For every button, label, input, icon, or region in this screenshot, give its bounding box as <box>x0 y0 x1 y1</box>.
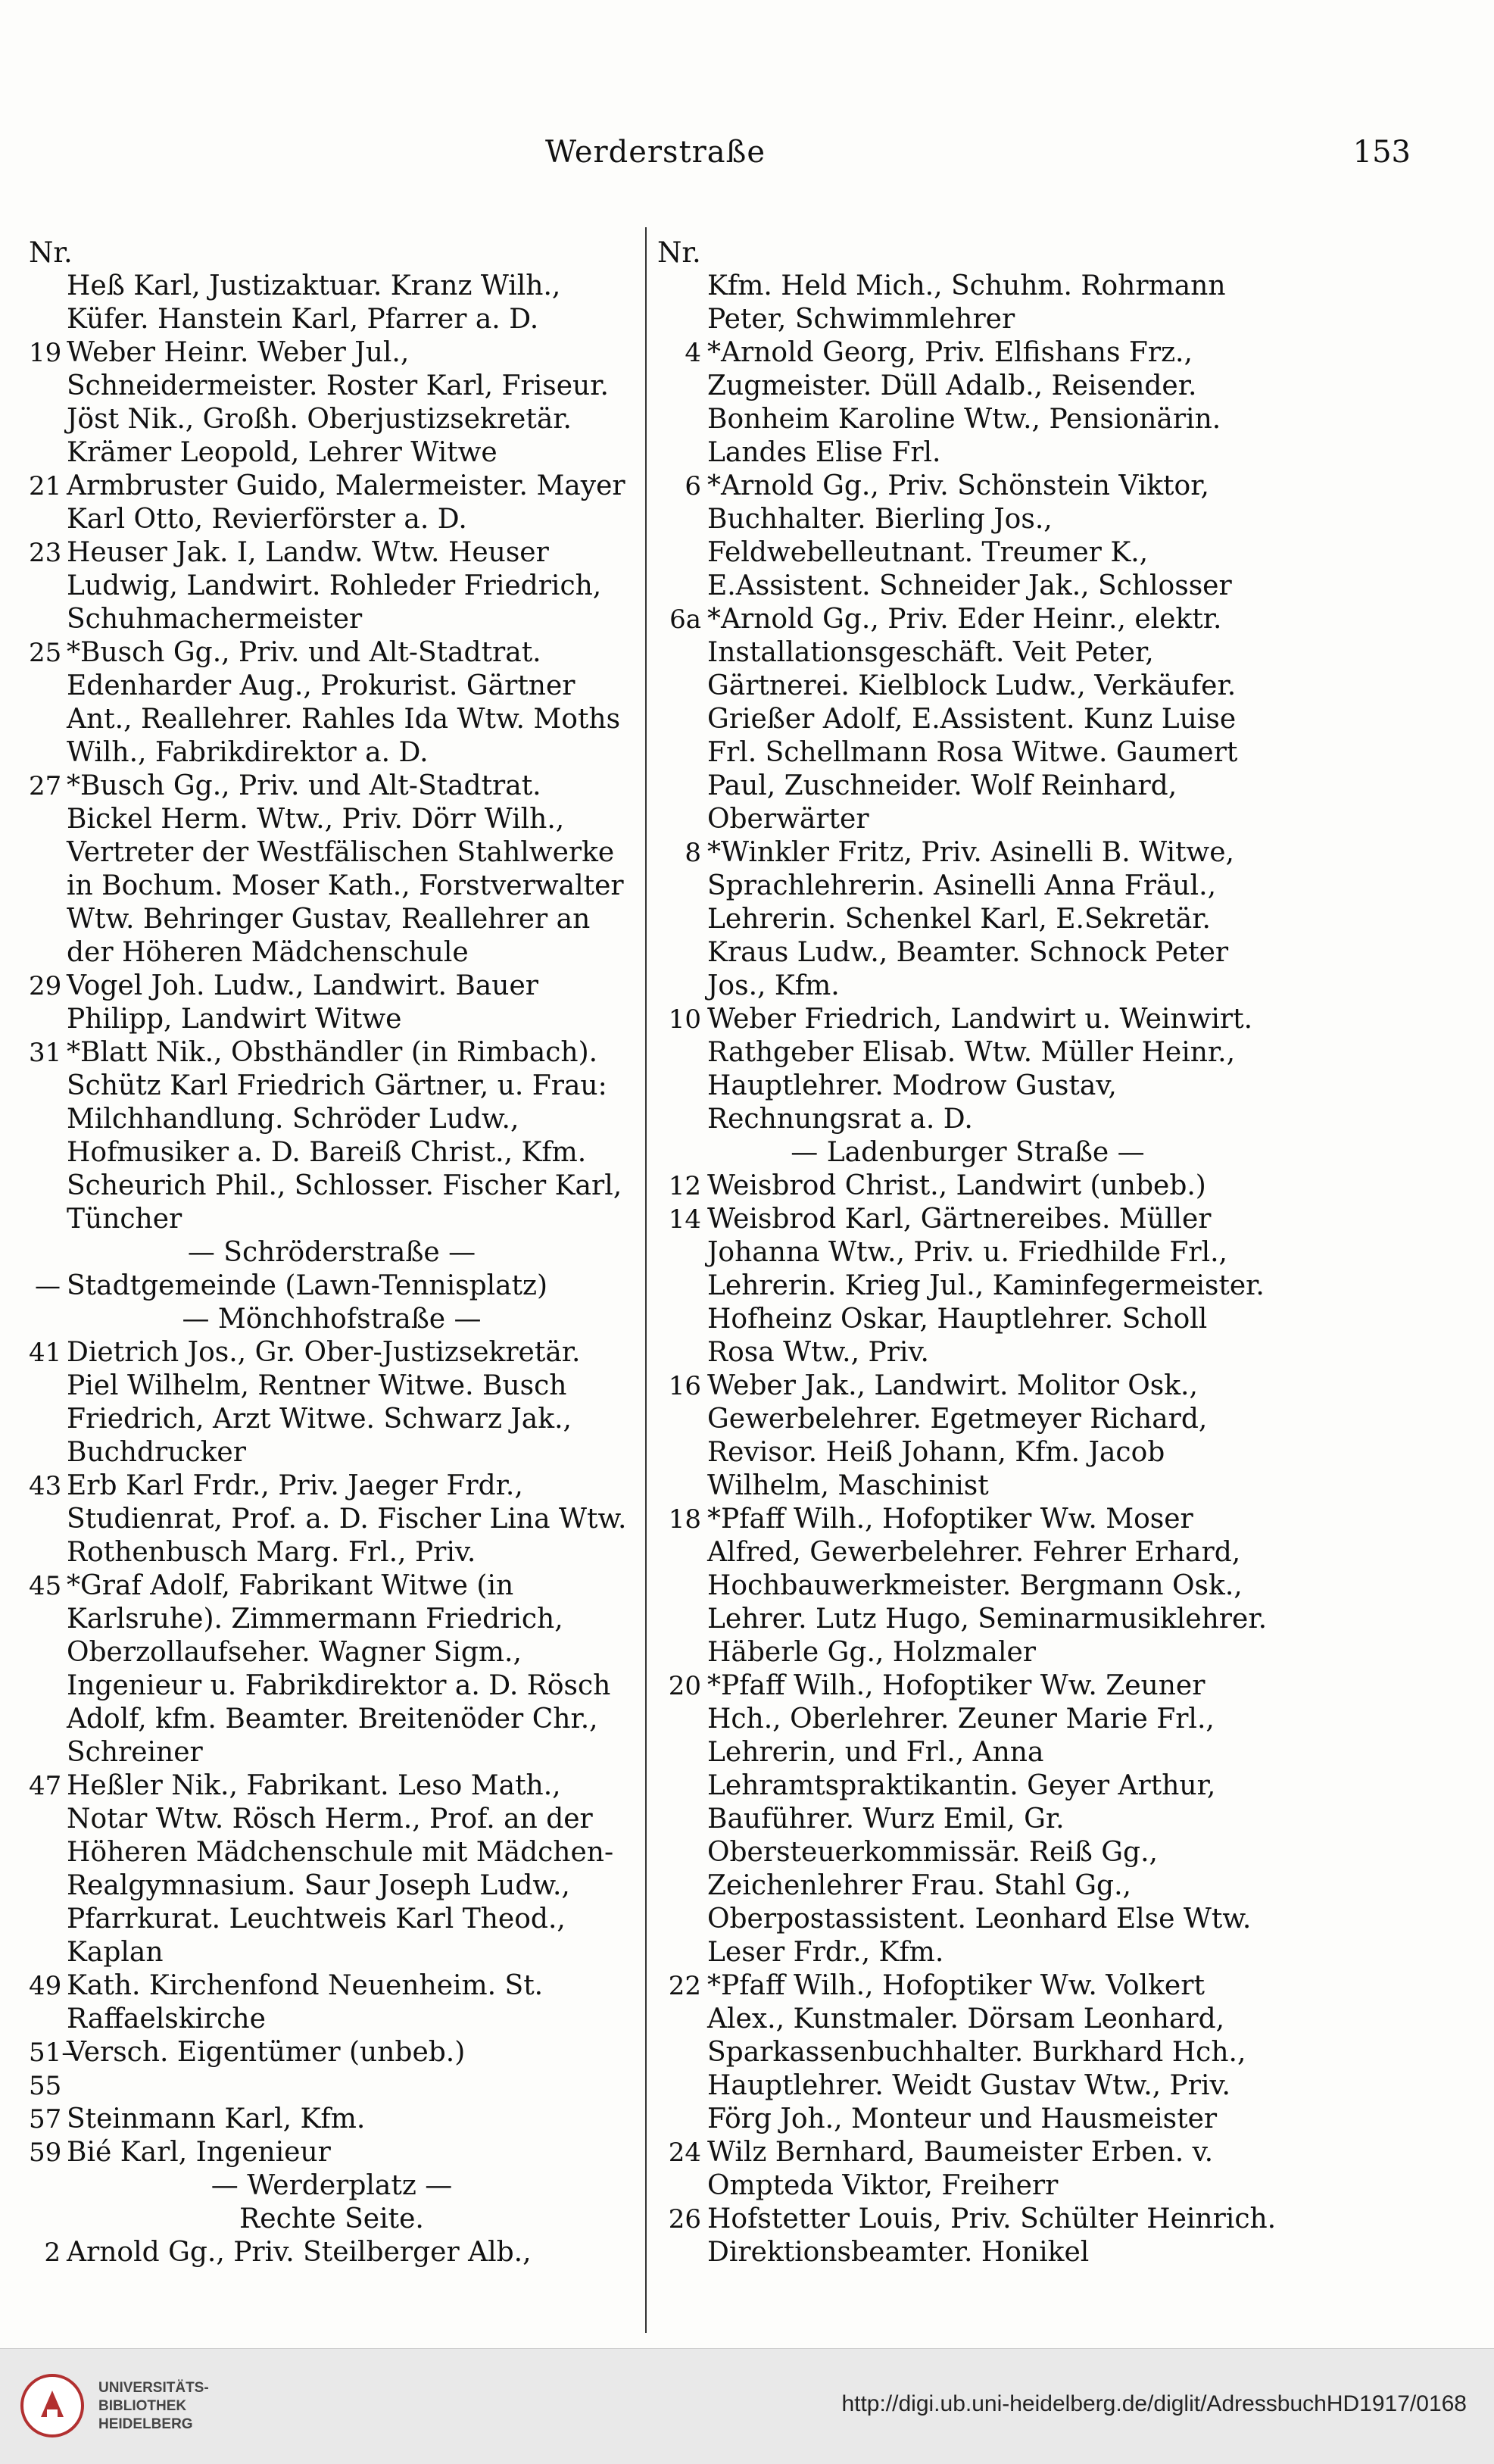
address-entry <box>657 1369 1278 1503</box>
address-entry <box>29 770 635 970</box>
nr-label: Nr. <box>29 236 73 269</box>
house-number: 23 <box>29 538 62 568</box>
right-column <box>657 236 1285 2269</box>
house-number: 29 <box>29 971 62 1001</box>
resident-list: Vogel Joh. Ludw., Landwirt. Bauer Philipp, Landwirt Witwe <box>67 970 547 1035</box>
resident-list: *Pfaff Wilh., Hofoptiker Ww. Moser Alfred, Gewerbelehrer. Fehrer Erhard, Hochbauwerkmeister. Bergmann Osk., Lehrer. Lutz Hugo, Seminarmusiklehrer. Häberle Gg., Holzmaler <box>707 1504 1276 1668</box>
address-entry <box>657 1969 1278 2136</box>
address-entry <box>657 1170 1278 1203</box>
resident-list: Weber Heinr. Weber Jul., Schneidermeister. Roster Karl, Friseur. Jöst Nik., Großh. Oberjustizsekretär. Krämer Leopold, Lehrer Witwe <box>67 337 618 468</box>
resident-list: *Pfaff Wilh., Hofoptiker Ww. Volkert Alex., Kunstmaler. Dörsam Leonhard, Sparkassenbuchhalter. Burkhard Hch., Hauptlehrer. Weidt Gustav Wtw., Priv. Förg Joh., Monteur und Hausmeister <box>707 1970 1255 2135</box>
address-entry <box>657 270 1278 336</box>
resident-list: Erb Karl Frdr., Priv. Jaeger Frdr., Studienrat, Prof. a. D. Fischer Lina Wtw. Rothenbusch Marg. Frl., Priv. <box>67 1470 635 1568</box>
resident-list: Weber Friedrich, Landwirt u. Weinwirt. Rathgeber Elisab. Wtw. Müller Heinr., Hauptlehrer. Modrow Gustav, Rechnungsrat a. D. <box>707 1004 1262 1135</box>
house-number: 6a <box>669 604 701 635</box>
resident-list: Steinmann Karl, Kfm. <box>67 2103 366 2135</box>
address-entry <box>29 1769 635 1969</box>
resident-list: Heuser Jak. I, Landw. Wtw. Heuser Ludwig, Landwirt. Rohleder Friedrich, Schuhmachermeister <box>67 537 610 635</box>
house-number: 45 <box>29 1571 62 1601</box>
resident-list: Heß Karl, Justizaktuar. Kranz Wilh., Küfer. Hanstein Karl, Pfarrer a. D. <box>67 270 569 335</box>
house-number: 49 <box>29 1971 62 2001</box>
house-number: 2 <box>44 2238 61 2268</box>
library-name: UNIVERSITÄTS- BIBLIOTHEK HEIDELBERG <box>98 2380 209 2432</box>
page-number: 153 <box>1352 135 1411 170</box>
address-entry <box>29 1969 635 2036</box>
house-number: 43 <box>29 1471 62 1501</box>
house-number: 47 <box>29 1771 62 1801</box>
house-number: 59 <box>29 2138 62 2168</box>
address-entry <box>657 2136 1278 2203</box>
house-number: 27 <box>29 771 62 801</box>
address-entry <box>29 2103 635 2136</box>
house-number: 12 <box>668 1171 701 1201</box>
resident-list: Wilz Bernhard, Baumeister Erben. v. Ompteda Viktor, Freiherr <box>707 2137 1222 2201</box>
address-entry <box>29 1336 635 1469</box>
address-entry <box>657 2203 1285 2269</box>
nr-label: Nr. <box>657 236 701 269</box>
house-number: 14 <box>668 1204 701 1235</box>
address-entry <box>29 270 635 336</box>
resident-list: Dietrich Jos., Gr. Ober-Justizsekretär. Piel Wilhelm, Rentner Witwe. Busch Friedrich, Arzt Witwe. Schwarz Jak., Buchdrucker <box>67 1337 589 1468</box>
resident-list: *Arnold Georg, Priv. Elfishans Frz., Zugmeister. Düll Adalb., Reisender. Bonheim Karoline Wtw., Pensionärin. Landes Elise Frl. <box>707 337 1230 468</box>
house-number: 16 <box>668 1371 701 1401</box>
house-number: 57 <box>29 2104 62 2135</box>
address-entry <box>29 336 635 470</box>
address-entry <box>657 470 1278 603</box>
address-entry <box>29 1469 635 1569</box>
street-section-heading: — Schröderstraße — <box>187 1237 476 1268</box>
house-number: 31 <box>29 1038 62 1068</box>
address-entry <box>29 970 635 1036</box>
house-number: 51–55 <box>29 2038 75 2101</box>
resident-list: Kath. Kirchenfond Neuenheim. St. Raffaelskirche <box>67 1970 552 2035</box>
resident-list: Versch. Eigentümer (unbeb.) <box>67 2037 466 2068</box>
resident-list: Arnold Gg., Priv. Steilberger Alb., <box>67 2237 532 2268</box>
house-number: 21 <box>29 471 62 501</box>
column-divider <box>645 227 647 2333</box>
resident-list: Armbruster Guido, Malermeister. Mayer Karl Otto, Revierförster a. D. <box>67 470 635 535</box>
house-number: 10 <box>668 1004 701 1035</box>
house-number: 8 <box>685 838 701 868</box>
address-entry <box>29 1036 635 1236</box>
address-entry <box>657 336 1278 470</box>
resident-list: *Blatt Nik., Obsthändler (in Rimbach). Schütz Karl Friedrich Gärtner, u. Frau: Milchhandlung. Schröder Ludw., Hofmusiker a. D. Bareiß Christ., Kfm. Scheurich Phil., Schlosser. Fischer Karl, Tüncher <box>67 1037 631 1235</box>
resident-list: Weisbrod Karl, Gärtnereibes. Müller Johanna Wtw., Priv. u. Friedhilde Frl., Lehrerin. Krieg Jul., Kaminfegermeister. Hofheinz Oskar, Hauptlehrer. Scholl Rosa Wtw., Priv. <box>707 1204 1274 1368</box>
resident-list: Stadtgemeinde (Lawn-Tennisplatz) <box>67 1270 548 1301</box>
resident-list: *Pfaff Wilh., Hofoptiker Ww. Zeuner Hch., Oberlehrer. Zeuner Marie Frl., Lehrerin, und Frl., Anna Lehramtspraktikantin. Geyer Arthur, Bauführer. Wurz Emil, Gr. Obersteuerkommissär. Reiß Gg., Zeichenlehrer Frau. Stahl Gg., Oberpostassistent. Leonhard Else Wtw. Leser Frdr., Kfm. <box>707 1670 1260 1968</box>
resident-list: Weisbrod Christ., Landwirt (unbeb.) <box>707 1170 1206 1201</box>
address-entry <box>657 1203 1278 1369</box>
house-number <box>657 270 707 336</box>
house-number: 6 <box>685 471 701 501</box>
house-number: 19 <box>29 338 62 368</box>
house-number: — <box>35 1271 61 1301</box>
house-number <box>29 270 67 336</box>
resident-list: *Graf Adolf, Fabrikant Witwe (in Karlsruhe). Zimmermann Friedrich, Oberzollaufseher. Wagner Sigm., Ingenieur u. Fabrikdirektor a. D. Rösch Adolf, kfm. Beamter. Breitenöder Chr., Schreiner <box>67 1570 619 1768</box>
source-url-link[interactable]: http://digi.ub.uni-heidelberg.de/diglit/AdressbuchHD1917/0168 <box>841 2391 1467 2416</box>
resident-list: *Busch Gg., Priv. und Alt-Stadtrat. Edenharder Aug., Prokurist. Gärtner Ant., Reallehrer. Rahles Ida Wtw. Moths Wilh., Fabrikdirektor a. D. <box>67 637 629 768</box>
street-section-heading: Rechte Seite. <box>239 2203 424 2234</box>
resident-list: Bié Karl, Ingenieur <box>67 2137 331 2168</box>
resident-list: *Arnold Gg., Priv. Schönstein Viktor, Buchhalter. Bierling Jos., Feldwebelleutnant. Treumer K., E.Assistent. Schneider Jak., Schlosser <box>707 470 1232 601</box>
viewer-footer <box>0 2348 1494 2464</box>
address-entry <box>29 2236 635 2269</box>
address-entry <box>657 836 1278 1003</box>
resident-list: Kfm. Held Mich., Schuhm. Rohrmann Peter, Schwimmlehrer <box>707 270 1234 335</box>
house-number: 41 <box>29 1338 62 1368</box>
resident-list: *Arnold Gg., Priv. Eder Heinr., elektr. Installationsgeschäft. Veit Peter, Gärtnerei. Kielblock Ludw., Verkäufer. Grießer Adolf, E.Assistent. Kunz Luise Frl. Schellmann Rosa Witwe. Gaumert Paul, Zuschneider. Wolf Reinhard, Oberwärter <box>707 604 1246 835</box>
address-entry <box>29 1569 635 1769</box>
address-entry <box>29 2136 635 2169</box>
house-number: 24 <box>668 2138 701 2168</box>
address-entry <box>657 603 1278 836</box>
street-section-heading: — Werderplatz — <box>211 2170 453 2201</box>
resident-list: *Winkler Fritz, Priv. Asinelli B. Witwe, Sprachlehrerin. Asinelli Anna Fräul., Lehrerin. Schenkel Karl, E.Sekretär. Kraus Ludw., Beamter. Schnock Peter Jos., Kfm. <box>707 837 1243 1001</box>
resident-list: *Busch Gg., Priv. und Alt-Stadtrat. Bickel Herm. Wtw., Priv. Dörr Wilh., Vertreter der Westfälischen Stahlwerke in Bochum. Moser Kath., Forstverwalter Wtw. Behringer Gustav, Reallehrer an der Höheren Mädchenschule <box>67 770 633 968</box>
address-entry <box>657 1503 1278 1669</box>
house-number: 26 <box>668 2204 701 2234</box>
page-title: Werderstraße <box>545 135 766 170</box>
house-number: 25 <box>29 638 62 668</box>
address-entry <box>29 1269 635 1303</box>
house-number: 18 <box>668 1504 701 1535</box>
street-section-heading: — Mönchhofstraße — <box>182 1304 482 1335</box>
address-entry <box>29 470 635 536</box>
resident-list: Weber Jak., Landwirt. Molitor Osk., Gewerbelehrer. Egetmeyer Richard, Revisor. Heiß Johann, Kfm. Jacob Wilhelm, Maschinist <box>707 1370 1216 1501</box>
resident-list: Hofstetter Louis, Priv. Schülter Heinrich. Direktionsbeamter. Honikel <box>707 2203 1285 2268</box>
address-entry <box>29 2036 635 2103</box>
address-entry <box>29 536 635 636</box>
address-entry <box>657 1003 1278 1136</box>
house-number: 4 <box>685 338 701 368</box>
university-seal-icon <box>18 2372 86 2440</box>
house-number: 20 <box>668 1671 701 1701</box>
house-number: 22 <box>668 1971 701 2001</box>
left-column <box>29 236 635 2269</box>
resident-list: Heßler Nik., Fabrikant. Leso Math., Notar Wtw. Rösch Herm., Prof. an der Höheren Mädchenschule mit Mädchen-Realgymnasium. Saur Joseph Ludw., Pfarrkurat. Leuchtweis Karl Theod., Kaplan <box>67 1770 614 1968</box>
street-section-heading: — Ladenburger Straße — <box>791 1137 1145 1168</box>
address-entry <box>29 636 635 770</box>
address-entry <box>657 1669 1278 1969</box>
